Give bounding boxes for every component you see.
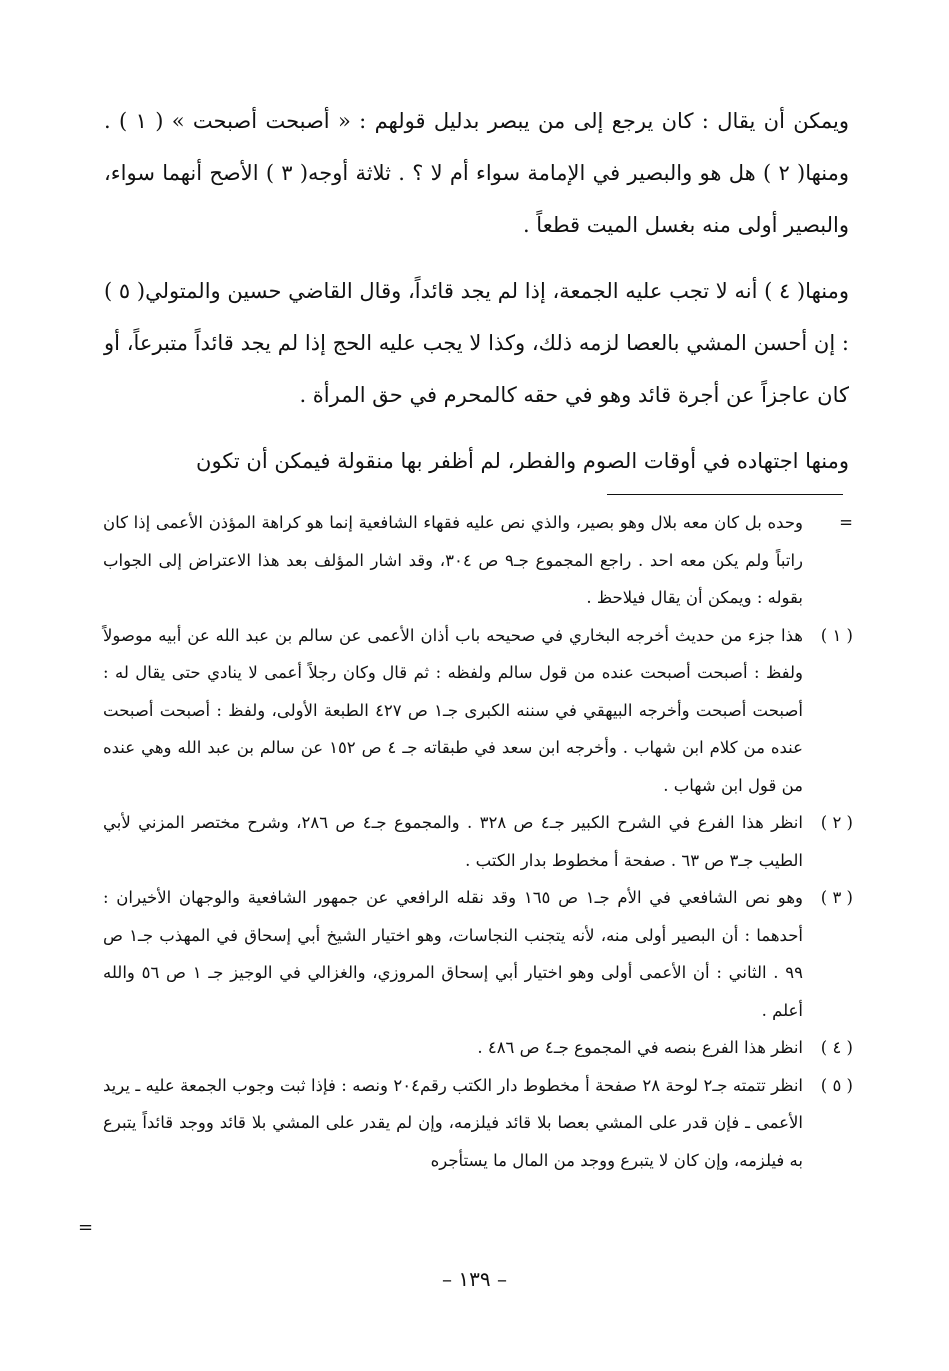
footnote-marker: ( ٢ ): [820, 813, 853, 832]
footnote-text: انظر هذا الفرع في الشرح الكبير جـ٤ ص ٣٢٨ . والمجموع جـ٤ ص ٢٨٦، وشرح مختصر المزني لأبي الطيب جـ٣ ص ٦٣ . صفحة أ مخطوط بدار الكتب .: [103, 813, 803, 870]
main-paragraph: ويمكن أن يقال : كان يرجع إلى من يبصر بدليل قولهم : « أصبحت أصبحت » ( ١ ) . ومنها( ٢ ) هل هو والبصير في الإمامة سواء أم لا ؟ . ثلاثة أوجه( ٣ ) الأصح أنهما سواء، والبصير أولى منه بغسل الميت قطعاً .: [104, 109, 849, 237]
main-paragraph: ومنها اجتهاده في أوقات الصوم والفطر، لم أظفر بها منقولة فيمكن أن تكون: [196, 449, 849, 473]
main-paragraph: ومنها( ٤ ) أنه لا تجب عليه الجمعة، إذا لم يجد قائداً، وقال القاضي حسين والمتولي( ٥ ) : إن أحسن المشي بالعصا لزمه ذلك، وكذا لا يجب عليه الحج إذا لم يجد قائداً متبرعاً، أو كان عاجزاً عن أجرة قائد وهو في حقه كالمحرم في حق المرأة .: [104, 279, 849, 407]
footnote-text: انظر هذا الفرع بنصه في المجموع جـ٤ ص ٤٨٦ .: [477, 1038, 803, 1057]
footnote-4: [103, 1029, 853, 1067]
footnotes-section: [103, 504, 853, 1179]
footnote-marker: =: [839, 513, 853, 532]
continuation-mark: =: [78, 1217, 94, 1238]
footnote-2: [103, 804, 853, 879]
main-text-body: [104, 95, 849, 487]
page-number: – ١٣٩ –: [442, 1267, 507, 1291]
footnote-continued: [103, 504, 853, 617]
footnote-1: [103, 617, 853, 805]
footnote-text: وحده بل كان معه بلال وهو بصير، والذي نص عليه فقهاء الشافعية إنما هو كراهة المؤذن الأعمى إذا كان راتباً ولم يكن معه احد . راجع المجموع جـ٩ ص ٣٠٤، وقد اشار المؤلف بعد هذا الاعتراض إلى الجواب بقوله : ويمكن أن يقال فيلاحظ .: [103, 513, 803, 607]
footnote-marker: ( ٣ ): [820, 888, 853, 907]
footnote-text: هذا جزء من حديث أخرجه البخاري في صحيحه باب أذان الأعمى عن سالم بن عبد الله عن أبيه موصولاً ولفظ : أصبحت أصبحت عنده من قول سالم ولفظه : ثم قال وكان رجلاً أعمى لا ينادي حتى يقال له : أصبحت أصبحت وأخرجه البيهقي في سننه الكبرى جـ١ ص ٤٢٧ الطبعة الأولى، ولفظ : أصبحت أصبحت عنده من كلام ابن شهاب . وأخرجه ابن سعد في طبقاته جـ ٤ ص ١٥٢ عن سالم بن عبد الله وهي عنده من قول ابن شهاب .: [103, 625, 803, 795]
footnote-text: وهو نص الشافعي في الأم جـ١ ص ١٦٥ وقد نقله الرافعي عن جمهور الشافعية والوجهان الأخيران : أحدهما : أن البصير أولى منه، لأنه يتجنب النجاسات، وهو اختيار الشيخ أبي إسحاق في المهذب جـ١ ص ٩٩ . الثاني : أن الأعمى أولى وهو اختيار أبي إسحاق المروزي، والغزالي في الوجيز جـ ١ ص ٥٦ والله أعلم .: [103, 888, 803, 1020]
footnote-5: [103, 1067, 853, 1180]
footnote-marker: ( ٥ ): [820, 1075, 853, 1095]
footnote-marker: ( ٤ ): [820, 1038, 853, 1057]
footnote-separator-line: [607, 494, 843, 495]
footnote-3: [103, 879, 853, 1029]
footnote-marker: ( ١ ): [820, 625, 853, 645]
footnote-text: انظر تتمته جـ٢ لوحة ٢٨ صفحة أ مخطوط دار الكتب رقم٢٠٤ ونصه : فإذا ثبت وجوب الجمعة عليه ـ يريد الأعمى ـ فإن قدر على المشي بعصا بلا قائد فيلزمه، وإن لم يقدر على المشي بلا قائد ووجد قائداً يتبرع به فيلزمه، وإن كان لا يتبرع ووجد من المال ما يستأجره: [103, 1075, 804, 1170]
